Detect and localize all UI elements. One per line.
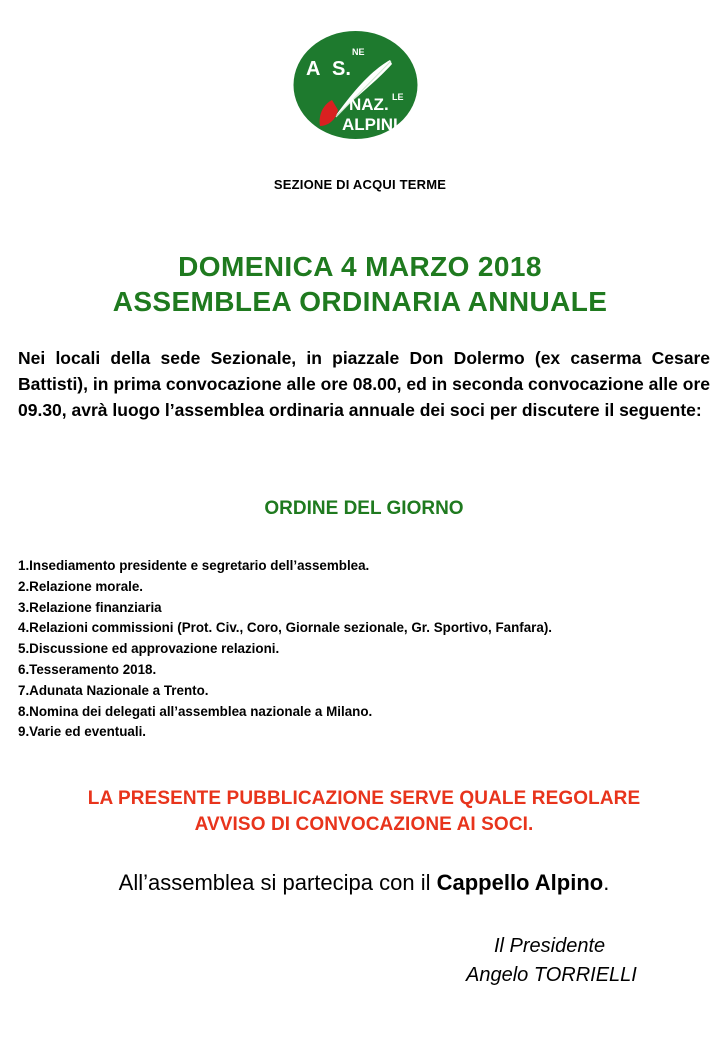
event-title-headline: ASSEMBLEA ORDINARIA ANNUALE	[112, 286, 608, 317]
logo-sup-ne: NE	[352, 47, 365, 57]
section-name: SEZIONE DI ACQUI TERME	[273, 177, 447, 192]
agenda-list	[18, 556, 718, 743]
agenda-item: 8.Nomina dei delegati all’assemblea nazionale a Milano.	[18, 703, 373, 719]
agenda-item: 2.Relazione morale.	[18, 578, 144, 594]
hat-note-suffix: .	[603, 870, 610, 895]
hat-note-prefix: All’assemblea si partecipa con il	[118, 870, 437, 895]
convocation-notice-line1: LA PRESENTE PUBBLICAZIONE SERVE QUALE REGOLARE	[87, 788, 641, 809]
signature-name: Angelo TORRIELLI	[466, 964, 637, 986]
agenda-item: 3.Relazione finanziaria	[18, 599, 162, 615]
agenda-item: 4.Relazioni commissioni (Prot. Civ., Coro, Giornale sezionale, Gr. Sportivo, Fanfara).	[18, 620, 553, 636]
agenda-item: 6.Tesseramento 2018.	[18, 661, 157, 677]
logo-letter-s: S.	[332, 58, 351, 80]
ana-logo-emblem	[292, 30, 419, 140]
agenda-item: 9.Varie ed eventuali.	[18, 724, 147, 740]
signature-role: Il Presidente	[494, 935, 606, 957]
agenda-item: 1.Insediamento presidente e segretario dell’assemblea.	[18, 558, 370, 573]
agenda-title: ORDINE DEL GIORNO	[264, 498, 464, 519]
hat-note	[0, 870, 720, 896]
hat-note-emphasis: Cappello Alpino	[436, 870, 604, 895]
logo-letter-a: A	[306, 58, 321, 80]
intro-paragraph: Nei locali della sede Sezionale, in piazzale Don Dolermo (ex caserma Cesare Battisti), in prima convocazione alle ore 08.00, ed in seconda convocazione alle ore 09.30, avrà luogo l’assemblea ordinaria annuale dei soci per discutere il seguente:	[18, 348, 710, 420]
logo-naz: NAZ.	[349, 95, 389, 114]
convocation-notice-line2: AVVISO DI CONVOCAZIONE AI SOCI.	[194, 814, 534, 835]
agenda-item: 5.Discussione ed approvazione relazioni.	[18, 641, 280, 657]
agenda-item: 7.Adunata Nazionale a Trento.	[18, 682, 209, 698]
event-date-headline: DOMENICA 4 MARZO 2018	[178, 251, 542, 282]
logo-sup-le: LE	[392, 92, 404, 102]
ana-logo	[292, 30, 419, 140]
logo-alpini: ALPINI	[342, 115, 398, 134]
